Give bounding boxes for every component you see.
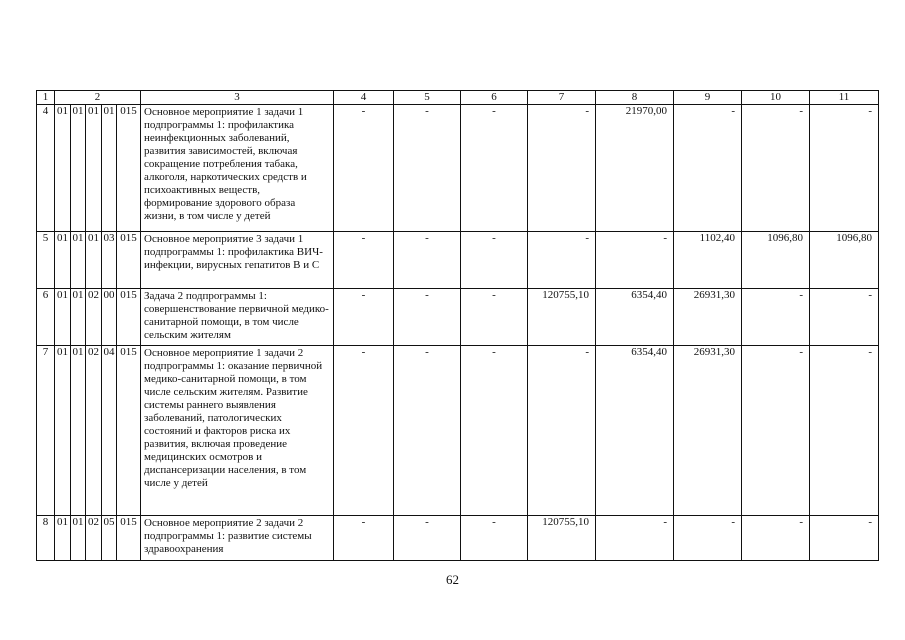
description-cell: Основное мероприятие 3 задачи 1 подпрограммы 1: профилактика ВИЧ-инфекции, вирусных гепатитов В и С (141, 232, 334, 289)
code-cell: 01 (55, 105, 71, 232)
row-number-cell: 5 (37, 232, 55, 289)
value-cell: - (461, 346, 528, 516)
code-cell: 01 (55, 516, 71, 561)
table-row (37, 232, 879, 289)
code-cell: 05 (102, 516, 117, 561)
code-cell: 015 (117, 346, 141, 516)
header-cell: 11 (810, 91, 879, 105)
value-cell: 1096,80 (810, 232, 879, 289)
code-cell: 01 (86, 232, 102, 289)
value-cell: - (334, 289, 394, 346)
value-cell: 1102,40 (674, 232, 742, 289)
value-cell: - (461, 516, 528, 561)
value-cell: - (810, 516, 879, 561)
code-cell: 015 (117, 289, 141, 346)
value-cell: 26931,30 (674, 289, 742, 346)
code-cell: 03 (102, 232, 117, 289)
code-cell: 01 (71, 232, 86, 289)
description-cell: Задача 2 подпрограммы 1: совершенствование первичной медико-санитарной помощи, в том числе сельским жителям (141, 289, 334, 346)
value-cell: 6354,40 (596, 346, 674, 516)
value-cell: - (810, 346, 879, 516)
code-cell: 02 (86, 346, 102, 516)
value-cell: - (674, 105, 742, 232)
value-cell: - (394, 346, 461, 516)
value-cell: - (334, 232, 394, 289)
value-cell: 26931,30 (674, 346, 742, 516)
value-cell: - (461, 232, 528, 289)
row-number-cell: 4 (37, 105, 55, 232)
code-cell: 015 (117, 516, 141, 561)
value-cell: - (334, 105, 394, 232)
code-cell: 01 (102, 105, 117, 232)
value-cell: - (528, 232, 596, 289)
value-cell: 120755,10 (528, 516, 596, 561)
code-cell: 01 (71, 289, 86, 346)
header-cell: 8 (596, 91, 674, 105)
description-cell: Основное мероприятие 1 задачи 2 подпрограммы 1: оказание первичной медико-санитарной помощи, в том числе сельским жителям. Развитие системы раннего выявления заболеваний, патологических состояний и факторов риска их развития, включая проведение медицинских осмотров и диспансеризации населения, в том числе у детей (141, 346, 334, 516)
code-cell: 01 (71, 516, 86, 561)
description-cell: Основное мероприятие 2 задачи 2 подпрограммы 1: развитие системы здравоохранения (141, 516, 334, 561)
header-cell: 1 (37, 91, 55, 105)
value-cell: - (674, 516, 742, 561)
value-cell: - (810, 105, 879, 232)
code-cell: 04 (102, 346, 117, 516)
value-cell: - (394, 289, 461, 346)
header-cell: 7 (528, 91, 596, 105)
value-cell: - (334, 346, 394, 516)
header-cell: 3 (141, 91, 334, 105)
code-cell: 015 (117, 232, 141, 289)
table-row (37, 289, 879, 346)
value-cell: 120755,10 (528, 289, 596, 346)
value-cell: - (461, 105, 528, 232)
code-cell: 01 (71, 105, 86, 232)
header-cell: 2 (55, 91, 141, 105)
value-cell: - (742, 346, 810, 516)
row-number-cell: 8 (37, 516, 55, 561)
code-cell: 01 (55, 289, 71, 346)
page-number: 62 (446, 572, 459, 587)
header-row (37, 91, 879, 105)
code-cell: 015 (117, 105, 141, 232)
value-cell: - (394, 232, 461, 289)
table-row (37, 346, 879, 516)
header-cell: 5 (394, 91, 461, 105)
value-cell: - (334, 516, 394, 561)
row-number-cell: 6 (37, 289, 55, 346)
value-cell: - (528, 105, 596, 232)
value-cell: 21970,00 (596, 105, 674, 232)
value-cell: - (810, 289, 879, 346)
code-cell: 01 (71, 346, 86, 516)
code-cell: 02 (86, 289, 102, 346)
description-cell: Основное мероприятие 1 задачи 1 подпрограммы 1: профилактика неинфекционных заболеваний, развития зависимостей, включая сокращение потребления табака, алкоголя, наркотических средств и психоактивных веществ, формирование здорового образа жизни, в том числе у детей (141, 105, 334, 232)
code-cell: 01 (86, 105, 102, 232)
code-cell: 01 (55, 232, 71, 289)
value-cell: - (596, 232, 674, 289)
value-cell: - (742, 105, 810, 232)
value-cell: - (528, 346, 596, 516)
value-cell: - (394, 516, 461, 561)
value-cell: - (742, 516, 810, 561)
header-cell: 4 (334, 91, 394, 105)
code-cell: 02 (86, 516, 102, 561)
table-row (37, 105, 879, 232)
row-number-cell: 7 (37, 346, 55, 516)
value-cell: - (742, 289, 810, 346)
value-cell: - (596, 516, 674, 561)
value-cell: - (461, 289, 528, 346)
value-cell: 1096,80 (742, 232, 810, 289)
budget-table (36, 90, 879, 561)
code-cell: 00 (102, 289, 117, 346)
header-cell: 9 (674, 91, 742, 105)
value-cell: 6354,40 (596, 289, 674, 346)
table-row (37, 516, 879, 561)
value-cell: - (394, 105, 461, 232)
code-cell: 01 (55, 346, 71, 516)
header-cell: 10 (742, 91, 810, 105)
header-cell: 6 (461, 91, 528, 105)
